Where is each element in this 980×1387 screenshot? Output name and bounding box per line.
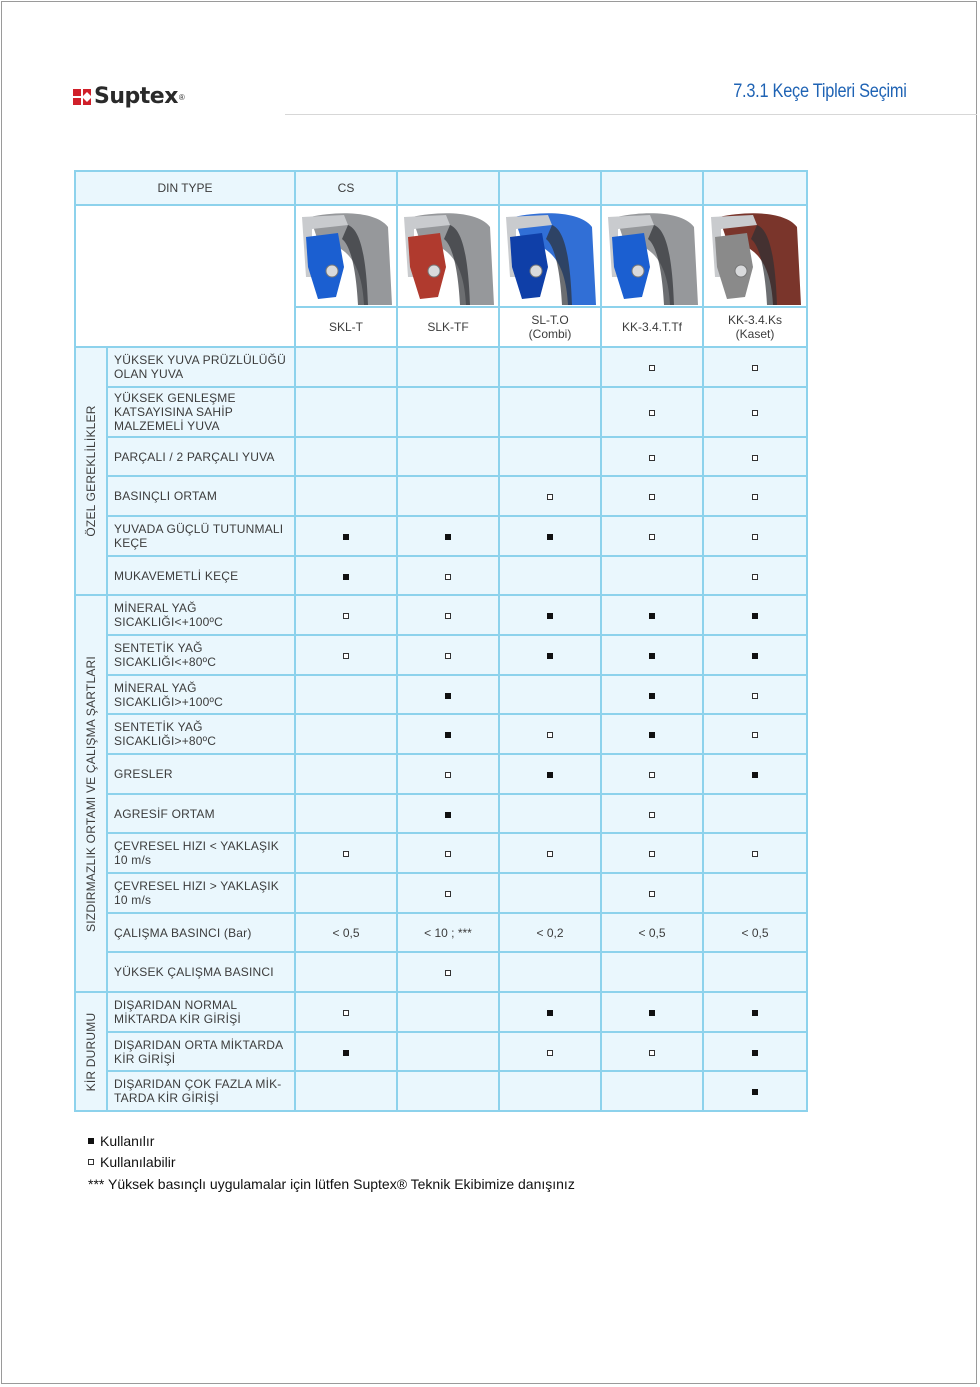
requirement-row: [75, 556, 807, 595]
empty-square-icon: [752, 732, 758, 738]
suptex-logo-icon: [72, 87, 92, 107]
empty-square-icon: [752, 693, 758, 699]
requirement-label: MİNERAL YAĞ SICAKLIĞI<+100ºC: [107, 595, 295, 635]
empty-square-icon: [547, 851, 553, 857]
suitability-cell: [601, 1032, 703, 1071]
suitability-cell: [397, 952, 499, 992]
suitability-cell: [499, 833, 601, 873]
empty-square-icon: [445, 851, 451, 857]
suitability-cell: [295, 873, 397, 913]
seal-image-cell: [295, 205, 397, 307]
suitability-cell: [601, 347, 703, 387]
din-type-value: CS: [295, 171, 397, 205]
requirement-label: MUKAVEMETLİ KEÇE: [107, 556, 295, 595]
suitability-cell: [499, 476, 601, 516]
suitability-cell: [601, 1071, 703, 1111]
seal-model-name: SLK-TF: [397, 307, 499, 347]
suitability-cell: [601, 635, 703, 675]
filled-square-icon: [445, 693, 451, 699]
empty-square-icon: [343, 1010, 349, 1016]
suitability-cell: [397, 387, 499, 437]
filled-square-icon: [547, 534, 553, 540]
suitability-cell: [601, 516, 703, 556]
suitability-cell: [295, 675, 397, 714]
seal-model-name: SL-T.O (Combi): [499, 307, 601, 347]
empty-square-icon: [343, 613, 349, 619]
empty-square-icon: [445, 891, 451, 897]
suitability-cell: [703, 794, 807, 833]
suitability-cell: [703, 476, 807, 516]
empty-square-icon: [343, 653, 349, 659]
filled-square-icon: [649, 693, 655, 699]
suitability-cell: [295, 1071, 397, 1111]
filled-square-icon: [649, 613, 655, 619]
suitability-cell: [499, 437, 601, 476]
suitability-cell: [703, 873, 807, 913]
suitability-cell: [295, 437, 397, 476]
seal-slk-tf-icon: [400, 207, 496, 305]
requirement-label: MİNERAL YAĞ SICAKLIĞI>+100ºC: [107, 675, 295, 714]
requirement-label: YUVADA GÜÇLÜ TUTUNMALI KEÇE: [107, 516, 295, 556]
empty-square-icon: [649, 365, 655, 371]
suitability-cell: < 0,2: [499, 913, 601, 952]
suitability-cell: [295, 516, 397, 556]
suitability-cell: [703, 833, 807, 873]
filled-square-icon: [752, 1089, 758, 1095]
requirement-row: [75, 635, 807, 675]
empty-square-icon: [445, 772, 451, 778]
suitability-cell: [601, 595, 703, 635]
filled-square-icon: [752, 772, 758, 778]
filled-square-icon: [649, 653, 655, 659]
filled-square-icon: [445, 812, 451, 818]
requirement-label: SENTETİK YAĞ SICAKLIĞI>+80ºC: [107, 714, 295, 754]
empty-square-icon: [649, 494, 655, 500]
suitability-cell: [703, 516, 807, 556]
empty-square-icon: [649, 455, 655, 461]
suitability-cell: [703, 714, 807, 754]
requirement-label: YÜKSEK ÇALIŞMA BASINCI: [107, 952, 295, 992]
filled-square-icon: [649, 1010, 655, 1016]
empty-square-icon: [88, 1159, 94, 1165]
suitability-cell: [499, 794, 601, 833]
requirement-row: [75, 476, 807, 516]
brand-logo: [72, 84, 185, 110]
seal-image-cell: [499, 205, 601, 307]
suitability-cell: [397, 556, 499, 595]
requirement-label: BASINÇLI ORTAM: [107, 476, 295, 516]
empty-square-icon: [445, 574, 451, 580]
filled-square-icon: [547, 653, 553, 659]
requirement-label: DIŞARIDAN ÇOK FAZLA MİK- TARDA KİR GİRİŞİ: [107, 1071, 295, 1111]
suitability-cell: < 10 ; ***: [397, 913, 499, 952]
empty-square-icon: [445, 970, 451, 976]
suitability-cell: [295, 1032, 397, 1071]
filled-square-icon: [343, 1050, 349, 1056]
suitability-cell: [703, 347, 807, 387]
group-label: SIZDIRMAZLIK ORTAMI VE ÇALIŞMA ŞARTLARI: [84, 655, 98, 932]
suitability-cell: [601, 833, 703, 873]
suitability-cell: [601, 794, 703, 833]
group-label: KİR DURUMU: [84, 1012, 98, 1091]
suitability-cell: [499, 1071, 601, 1111]
empty-square-icon: [752, 494, 758, 500]
requirement-row: [75, 714, 807, 754]
requirement-label: YÜKSEK GENLEŞME KATSAYISINA SAHİP MALZEMELİ YUVA: [107, 387, 295, 437]
filled-square-icon: [445, 534, 451, 540]
requirement-row: [75, 873, 807, 913]
legend: [88, 1130, 575, 1194]
suitability-cell: < 0,5: [601, 913, 703, 952]
suitability-cell: [295, 556, 397, 595]
suitability-cell: [601, 992, 703, 1032]
empty-square-icon: [547, 732, 553, 738]
suitability-cell: [703, 437, 807, 476]
suitability-cell: < 0,5: [295, 913, 397, 952]
suitability-cell: [397, 1032, 499, 1071]
suitability-cell: [397, 714, 499, 754]
suitability-cell: [499, 347, 601, 387]
legend-full: [88, 1130, 575, 1151]
suitability-cell: [703, 675, 807, 714]
suitability-cell: [499, 873, 601, 913]
suitability-cell: [499, 714, 601, 754]
suitability-cell: [703, 387, 807, 437]
empty-square-icon: [752, 534, 758, 540]
filled-square-icon: [752, 1050, 758, 1056]
filled-square-icon: [547, 613, 553, 619]
filled-square-icon: [445, 732, 451, 738]
group-label: ÖZEL GEREKLİLİKLER: [84, 405, 98, 537]
suitability-cell: [397, 833, 499, 873]
requirement-row: [75, 952, 807, 992]
empty-square-icon: [649, 891, 655, 897]
legend-empty: [88, 1151, 575, 1172]
legend-note: *** Yüksek basınçlı uygulamalar için lütfen Suptex® Teknik Ekibimize danışınız: [88, 1175, 575, 1192]
empty-square-icon: [752, 851, 758, 857]
filled-square-icon: [343, 534, 349, 540]
suitability-cell: [295, 635, 397, 675]
suitability-cell: [601, 437, 703, 476]
requirement-row: [75, 347, 807, 387]
suitability-cell: [499, 516, 601, 556]
filled-square-icon: [752, 653, 758, 659]
requirement-label: SENTETİK YAĞ SICAKLIĞI<+80ºC: [107, 635, 295, 675]
seal-sl-t-o-icon: [502, 207, 598, 305]
suitability-cell: [499, 675, 601, 714]
requirement-label: ÇALIŞMA BASINCI (Bar): [107, 913, 295, 952]
empty-square-icon: [547, 494, 553, 500]
seal-skl-t-icon: [298, 207, 394, 305]
requirement-row: [75, 387, 807, 437]
brand-registered-mark: ®: [178, 92, 185, 102]
empty-square-icon: [445, 613, 451, 619]
requirement-label: ÇEVRESEL HIZI > YAKLAŞIK 10 m/s: [107, 873, 295, 913]
empty-square-icon: [547, 1050, 553, 1056]
empty-square-icon: [752, 410, 758, 416]
empty-square-icon: [649, 812, 655, 818]
empty-square-icon: [445, 653, 451, 659]
suitability-cell: [499, 556, 601, 595]
header-rule: [285, 114, 977, 115]
suitability-cell: [295, 595, 397, 635]
requirement-row: [75, 913, 807, 952]
requirement-label: AGRESİF ORTAM: [107, 794, 295, 833]
requirement-row: [75, 833, 807, 873]
empty-square-icon: [343, 851, 349, 857]
suitability-cell: [295, 952, 397, 992]
suitability-cell: [295, 754, 397, 794]
seal-image-row: [75, 205, 807, 307]
suitability-cell: [397, 675, 499, 714]
requirement-row: [75, 1071, 807, 1111]
suitability-cell: [499, 754, 601, 794]
seal-image-cell: [397, 205, 499, 307]
seal-model-name: KK-3.4.T.Tf: [601, 307, 703, 347]
requirement-row: [75, 992, 807, 1032]
requirement-label: DIŞARIDAN ORTA MİKTARDA KİR GİRİŞİ: [107, 1032, 295, 1071]
filled-square-icon: [649, 732, 655, 738]
suitability-cell: [499, 635, 601, 675]
suitability-cell: [295, 714, 397, 754]
requirement-row: [75, 754, 807, 794]
suitability-cell: [499, 992, 601, 1032]
seal-model-name: KK-3.4.Ks (Kaset): [703, 307, 807, 347]
filled-square-icon: [752, 1010, 758, 1016]
filled-square-icon: [752, 613, 758, 619]
suitability-cell: [397, 873, 499, 913]
seal-model-name: SKL-T: [295, 307, 397, 347]
seal-kk-3-4-t-tf-icon: [604, 207, 700, 305]
suitability-cell: [397, 992, 499, 1032]
empty-square-icon: [649, 410, 655, 416]
din-type-label: DIN TYPE: [75, 171, 295, 205]
requirement-row: [75, 675, 807, 714]
din-type-value: [601, 171, 703, 205]
suitability-cell: [703, 952, 807, 992]
empty-square-icon: [752, 574, 758, 580]
legend-full-label: Kullanılır: [100, 1132, 155, 1149]
requirement-row: [75, 595, 807, 635]
suitability-cell: [295, 476, 397, 516]
suitability-cell: [601, 675, 703, 714]
din-type-row: [75, 171, 807, 205]
filled-square-icon: [343, 574, 349, 580]
seal-image-cell: [703, 205, 807, 307]
suitability-cell: [703, 635, 807, 675]
suitability-cell: [601, 873, 703, 913]
filled-square-icon: [88, 1138, 94, 1144]
suitability-cell: [397, 1071, 499, 1111]
seal-image-cell: [601, 205, 703, 307]
requirement-row: [75, 1032, 807, 1071]
suitability-cell: [703, 556, 807, 595]
suitability-cell: [703, 1071, 807, 1111]
suitability-cell: [601, 714, 703, 754]
din-type-value: [499, 171, 601, 205]
suitability-cell: < 0,5: [703, 913, 807, 952]
suitability-cell: [295, 794, 397, 833]
empty-square-icon: [649, 772, 655, 778]
suitability-cell: [397, 476, 499, 516]
requirement-row: [75, 794, 807, 833]
requirement-label: DIŞARIDAN NORMAL MİKTARDA KİR GİRİŞİ: [107, 992, 295, 1032]
din-type-value: [703, 171, 807, 205]
suitability-cell: [397, 635, 499, 675]
suitability-cell: [601, 952, 703, 992]
suitability-cell: [703, 992, 807, 1032]
filled-square-icon: [547, 772, 553, 778]
section-title: 7.3.1 Keçe Tipleri Seçimi: [733, 81, 907, 102]
suitability-cell: [499, 387, 601, 437]
empty-square-icon: [649, 851, 655, 857]
suitability-cell: [601, 754, 703, 794]
legend-empty-label: Kullanılabilir: [100, 1153, 176, 1170]
requirement-label: PARÇALI / 2 PARÇALI YUVA: [107, 437, 295, 476]
empty-square-icon: [752, 455, 758, 461]
requirement-label: YÜKSEK YUVA PRÜZLÜLÜĞÜ OLAN YUVA: [107, 347, 295, 387]
brand-name: Suptex: [94, 84, 178, 109]
suitability-cell: [397, 516, 499, 556]
requirement-label: ÇEVRESEL HIZI < YAKLAŞIK 10 m/s: [107, 833, 295, 873]
suitability-cell: [397, 595, 499, 635]
suitability-cell: [397, 794, 499, 833]
group-label-cell: [75, 992, 107, 1111]
seal-kk-3-4-ks-icon: [707, 207, 803, 305]
requirement-row: [75, 516, 807, 556]
suitability-cell: [295, 992, 397, 1032]
requirement-row: [75, 437, 807, 476]
suitability-cell: [601, 387, 703, 437]
suitability-cell: [499, 1032, 601, 1071]
group-label-cell: [75, 595, 107, 992]
suitability-cell: [703, 1032, 807, 1071]
empty-square-icon: [752, 365, 758, 371]
din-type-value: [397, 171, 499, 205]
seal-selection-table: [74, 170, 808, 1112]
filled-square-icon: [547, 1010, 553, 1016]
suitability-cell: [397, 347, 499, 387]
suitability-cell: [295, 347, 397, 387]
suitability-cell: [499, 595, 601, 635]
group-label-cell: [75, 347, 107, 595]
empty-square-icon: [649, 534, 655, 540]
suitability-cell: [295, 387, 397, 437]
suitability-cell: [703, 595, 807, 635]
suitability-cell: [703, 754, 807, 794]
suitability-cell: [397, 437, 499, 476]
suitability-cell: [397, 754, 499, 794]
empty-square-icon: [649, 1050, 655, 1056]
requirement-label: GRESLER: [107, 754, 295, 794]
suitability-cell: [601, 556, 703, 595]
suitability-cell: [601, 476, 703, 516]
suitability-cell: [295, 833, 397, 873]
blank-corner-cell: [75, 205, 295, 347]
suitability-cell: [499, 952, 601, 992]
